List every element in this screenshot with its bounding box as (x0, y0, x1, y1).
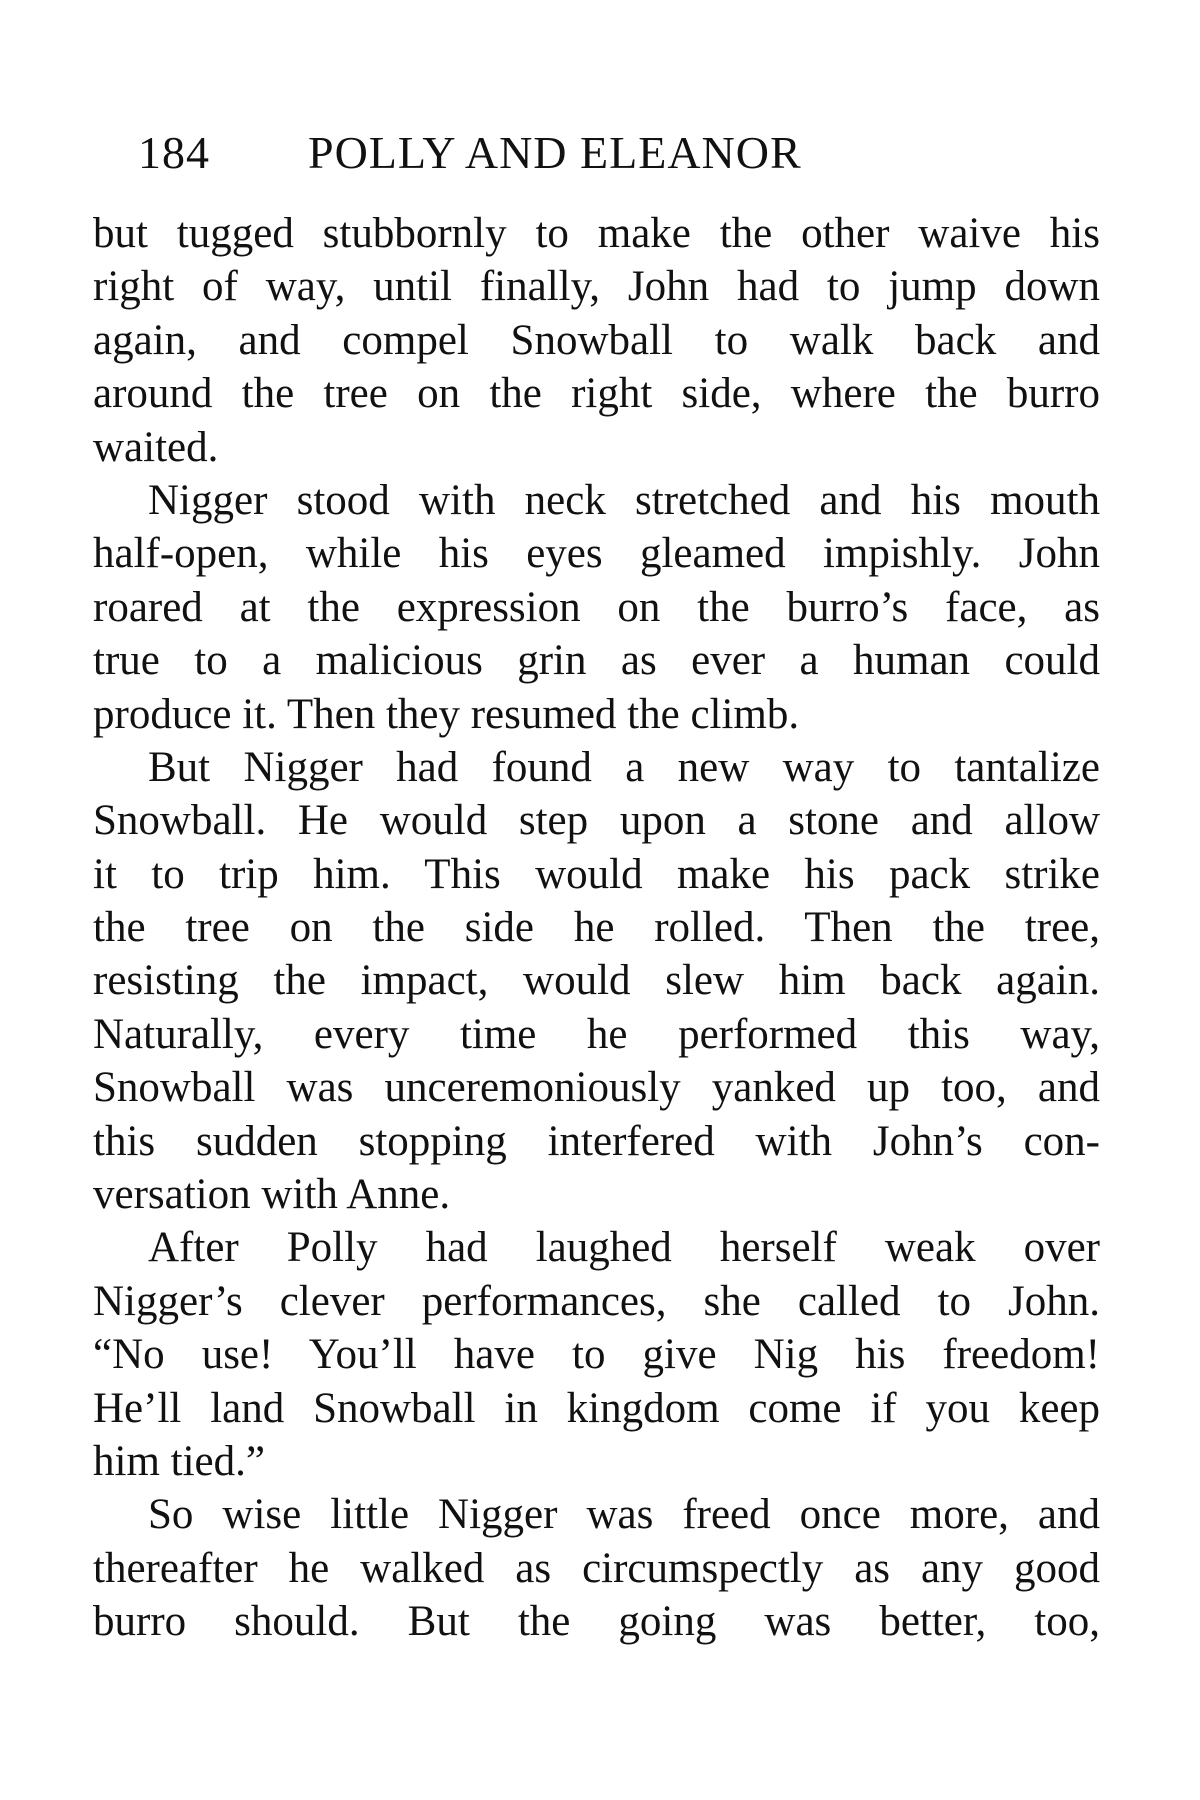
text-line: him tied.” (93, 1437, 265, 1485)
text-line: He’ll land Snowball in kingdom come if you keep (93, 1384, 1100, 1432)
text-line: again, and compel Snowball to walk back and (93, 316, 1100, 364)
text-line: this sudden stopping interfered with John’s con- (93, 1117, 1100, 1165)
running-head (138, 118, 1098, 188)
text-line: produce it. Then they resumed the climb. (93, 690, 800, 738)
book-title: POLLY AND ELEANOR (308, 127, 802, 178)
text-line: Snowball. He would step upon a stone and allow (93, 797, 1100, 845)
paragraph-start-line: Nigger stood with neck stretched and his mouth (148, 476, 1100, 524)
text-line: resisting the impact, would slew him back again. (93, 957, 1100, 1005)
text-line: true to a malicious grin as ever a human could (93, 637, 1100, 685)
page-number: 184 (138, 127, 210, 178)
text-line: the tree on the side he rolled. Then the tree, (93, 904, 1100, 952)
text-line: Snowball was unceremoniously yanked up too, and (93, 1064, 1100, 1112)
text-line: Naturally, every time he performed this way, (93, 1010, 1100, 1058)
paragraph-start-line: So wise little Nigger was freed once more, and (148, 1491, 1100, 1539)
text-line: burro should. But the going was better, too, (93, 1598, 1100, 1646)
text-line: waited. (93, 423, 219, 471)
text-line: around the tree on the right side, where the burro (93, 370, 1100, 418)
text-line: “No use! You’ll have to give Nig his freedom! (93, 1331, 1100, 1379)
paragraph-start-line: But Nigger had found a new way to tantalize (148, 743, 1100, 791)
text-line: but tugged stubbornly to make the other waive his (93, 210, 1100, 257)
text-line: roared at the expression on the burro’s face, as (93, 583, 1100, 631)
text-line: right of way, until finally, John had to jump down (93, 263, 1100, 311)
paragraph-start-line: After Polly had laughed herself weak over (148, 1224, 1100, 1272)
text-line: it to trip him. This would make his pack strike (93, 850, 1100, 898)
text-line: versation with Anne. (93, 1171, 451, 1219)
text-line: half-open, while his eyes gleamed impishly. John (93, 530, 1100, 578)
text-line: Nigger’s clever performances, she called to John. (93, 1277, 1100, 1325)
body-text (93, 207, 1100, 1649)
text-line: thereafter he walked as circumspectly as any good (93, 1544, 1100, 1592)
